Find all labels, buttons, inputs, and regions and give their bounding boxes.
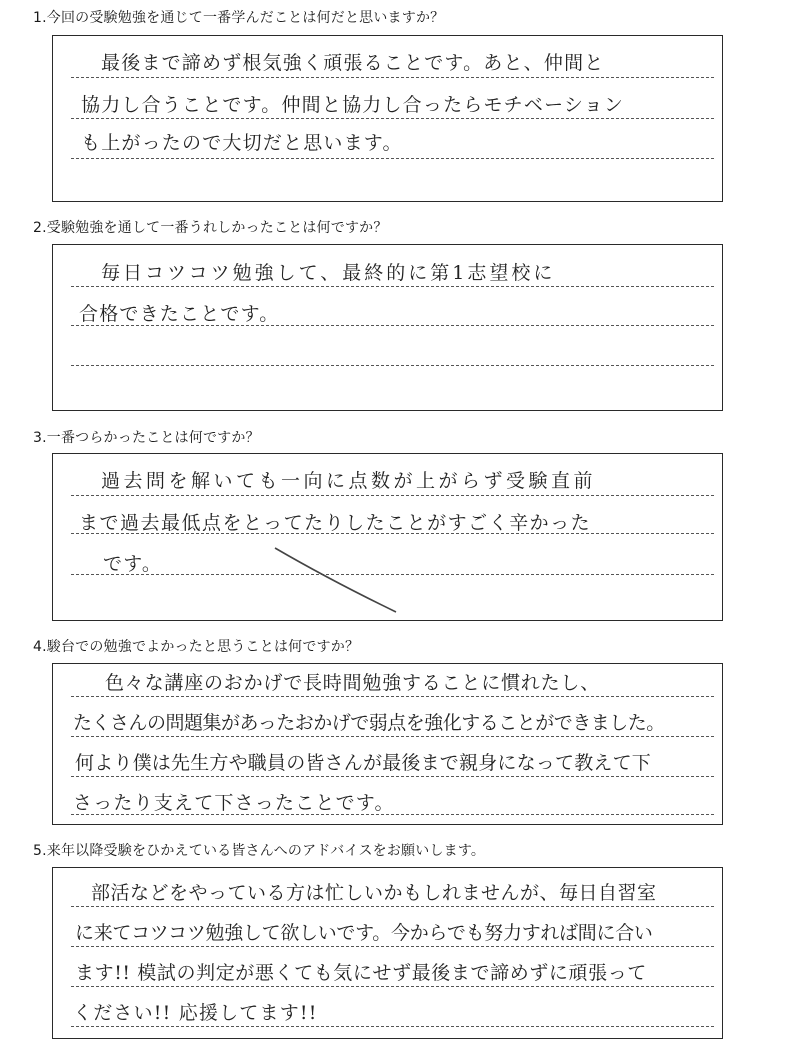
ruled-line [71, 286, 714, 287]
answer-4-line-4: さったり支えて下さったことです。 [73, 792, 395, 814]
answer-5-line-3: ます!! 模試の判定が悪くても気にせず最後まで諦めずに頑張って [75, 962, 647, 984]
answer-box-2 [52, 244, 723, 411]
ruled-line [71, 776, 714, 777]
question-4: 4.駿台での勉強でよかったと思うことは何ですか？ [33, 639, 360, 655]
ruled-line [71, 1026, 714, 1027]
answer-1-line-1: 最後まで諦めず根気強く頑張ることです。あと、仲間と [101, 52, 605, 74]
question-5: 5.来年以降受験をひかえている皆さんへのアドバイスをお願いします。 [33, 843, 486, 859]
ruled-line [71, 814, 714, 815]
ruled-line [71, 325, 714, 326]
ruled-line [71, 533, 714, 534]
answer-1-line-2: 協力し合うことです。仲間と協力し合ったらモチベーション [81, 94, 625, 116]
ruled-line [71, 77, 714, 78]
ruled-line [71, 736, 714, 737]
answer-box-4 [52, 663, 723, 825]
answer-3-line-3: です。 [103, 553, 163, 575]
answer-5-line-1: 部活などをやっている方は忙しいかもしれませんが、毎日自習室 [91, 882, 657, 904]
question-1: 1.今回の受験勉強を通じて一番学んだことは何だと思いますか？ [33, 10, 445, 26]
answer-3-line-2: まで過去最低点をとってたりしたことがすごく辛かった [79, 512, 592, 534]
answer-5-line-4: ください!! 応援してます!! [73, 1002, 318, 1024]
answer-4-line-1: 色々な講座のおかげで長時間勉強することに慣れたし、 [105, 672, 601, 694]
ruled-line [71, 906, 714, 907]
ruled-line [71, 574, 714, 575]
answer-box-5 [52, 867, 723, 1039]
answer-2-line-2: 合格できたことです。 [79, 303, 280, 325]
answer-4-line-2: たくさんの問題集があったおかげで弱点を強化することができました。 [73, 712, 665, 734]
answer-box-1 [52, 35, 723, 202]
answer-5-line-2: に来てコツコツ勉強して欲しいです。今からでも努力すれば間に合い [75, 922, 653, 944]
answer-2-line-1: 毎日コツコツ勉強して、最終的に第1志望校に [101, 262, 556, 284]
ruled-line [71, 986, 714, 987]
ruled-line [71, 495, 714, 496]
ruled-line [71, 118, 714, 119]
answer-box-3 [52, 453, 723, 621]
ruled-line [71, 158, 714, 159]
ruled-line [71, 696, 714, 697]
answer-4-line-3: 何より僕は先生方や職員の皆さんが最後まで親身になって教えて下 [75, 752, 652, 774]
answer-1-line-3: も上がったので大切だと思います。 [81, 132, 403, 154]
question-3: 3.一番つらかったことは何ですか？ [33, 430, 260, 446]
ruled-line [71, 365, 714, 366]
answer-3-line-1: 過去問を解いても一向に点数が上がらず受験直前 [101, 470, 597, 492]
ruled-line [71, 946, 714, 947]
question-2: 2.受験勉強を通して一番うれしかったことは何ですか？ [33, 220, 388, 236]
